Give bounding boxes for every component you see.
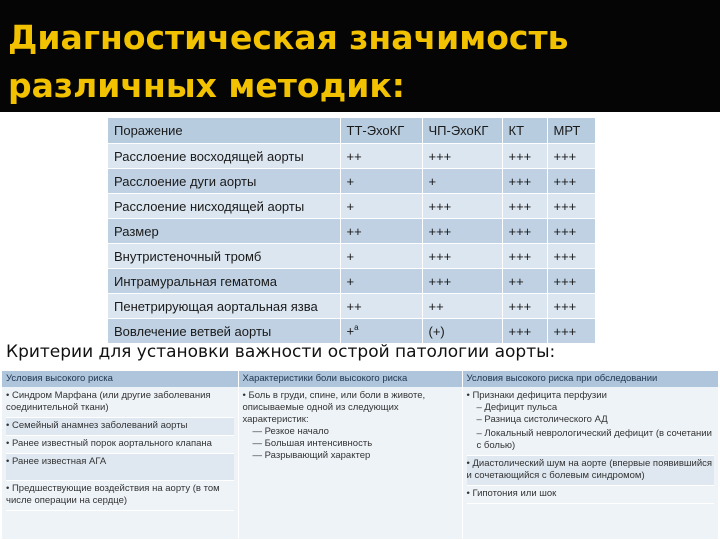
diagnostic-table: [108, 118, 595, 344]
row-label: Интрамуральная гематома: [108, 269, 340, 294]
table-row: [108, 144, 595, 169]
cell-tte: ++: [340, 219, 422, 244]
criteria-subtitle: Критерии для установки важности острой патологии аорты:: [6, 342, 556, 362]
cell-ct: +++: [502, 144, 547, 169]
header-pain-characteristics: Характеристики боли высокого риска: [238, 371, 462, 387]
cell-mri: +++: [547, 144, 595, 169]
table-row: [108, 219, 595, 244]
list-item: • Гипотония или шок: [467, 486, 714, 504]
cell-mri: +++: [547, 169, 595, 194]
cell-tee: +++: [422, 244, 502, 269]
cell-tte: +: [340, 194, 422, 219]
criteria-table: [2, 371, 719, 539]
cell-tee: ++: [422, 294, 502, 319]
cell-ct: +++: [502, 244, 547, 269]
header-mri: МРТ: [547, 118, 595, 144]
cell-tee: +++: [422, 194, 502, 219]
row-label: Расслоение восходящей аорты: [108, 144, 340, 169]
cell-tte: ++: [340, 144, 422, 169]
header-tte: ТТ-ЭхоКГ: [340, 118, 422, 144]
row-label: Вовлечение ветвей аорты: [108, 319, 340, 344]
row-label: Расслоение дуги аорты: [108, 169, 340, 194]
header-lesion: Поражение: [108, 118, 340, 144]
cell-tte: +: [340, 169, 422, 194]
risk-conditions-column: [2, 387, 238, 539]
list-item: • Синдром Марфана (или другие заболевания соединительной ткани): [6, 388, 234, 418]
row-label: Размер: [108, 219, 340, 244]
cell-tte: ++: [340, 294, 422, 319]
table-row: [108, 294, 595, 319]
row-label: Пенетрирующая аортальная язва: [108, 294, 340, 319]
header-exam-findings: Условия высокого риска при обследовании: [462, 371, 718, 387]
list-item: — Разрывающий характер: [252, 450, 371, 461]
cell-tee: +: [422, 169, 502, 194]
cell-ct: +++: [502, 294, 547, 319]
table-row: [108, 169, 595, 194]
list-item: – Разница систолического АД: [476, 414, 608, 425]
table-row: [108, 194, 595, 219]
cell-ct: +++: [502, 169, 547, 194]
list-item: — Большая интенсивность: [252, 438, 373, 449]
cell-mri: +++: [547, 219, 595, 244]
table-header-row: [108, 118, 595, 144]
cell-tte: +: [340, 244, 422, 269]
cell-tee: +++: [422, 269, 502, 294]
list-item: • Ранее известный порок аортального клапана: [6, 436, 234, 454]
cell-tee: +++: [422, 219, 502, 244]
page-title: Диагностическая значимость различных методик:: [8, 18, 569, 105]
exam-findings-column: [462, 387, 718, 539]
list-item: — Резкое начало: [252, 426, 329, 437]
criteria-header-row: [2, 371, 718, 387]
pain-characteristics-column: [238, 387, 462, 539]
cell-ct: ++: [502, 269, 547, 294]
cell-mri: +++: [547, 269, 595, 294]
cell-ct: +++: [502, 219, 547, 244]
row-label: Расслоение нисходящей аорты: [108, 194, 340, 219]
pain-intro: • Боль в груди, спине, или боли в животе, описываемые одной из следующих характеристик:: [242, 390, 426, 425]
cell-mri: +++: [547, 294, 595, 319]
list-item: – Дефицит пульса: [476, 402, 558, 413]
table-row: [108, 269, 595, 294]
table-row: [108, 244, 595, 269]
list-item: • Ранее известная АГА: [6, 454, 234, 481]
cell-tee: (+): [422, 319, 502, 344]
cell-ct: +++: [502, 319, 547, 344]
cell-tee: +++: [422, 144, 502, 169]
list-item: • Диастолический шум на аорте (впервые появившийся и сочетающийся с болевым синдромом): [467, 456, 714, 486]
cell-mri: +++: [547, 319, 595, 344]
cell-tte-value: +: [346, 323, 355, 339]
cell-mri: +++: [547, 244, 595, 269]
header-ct: КТ: [502, 118, 547, 144]
footnote-marker: a: [354, 323, 359, 333]
list-item: • Семейный анамнез заболеваний аорты: [6, 418, 234, 436]
cell-ct: +++: [502, 194, 547, 219]
perfusion-intro: • Признаки дефицита перфузии: [466, 390, 607, 401]
criteria-body-row: [2, 387, 718, 539]
cell-mri: +++: [547, 194, 595, 219]
header-tee: ЧП-ЭхоКГ: [422, 118, 502, 144]
cell-tte: +: [340, 269, 422, 294]
row-label: Внутристеночный тромб: [108, 244, 340, 269]
list-item: • Предшествующие воздействия на аорту (в том числе операции на сердце): [6, 481, 234, 511]
list-item: – Локальный неврологический дефицит (в сочетании с болью): [467, 426, 714, 456]
header-risk-conditions: Условия высокого риска: [2, 371, 238, 387]
